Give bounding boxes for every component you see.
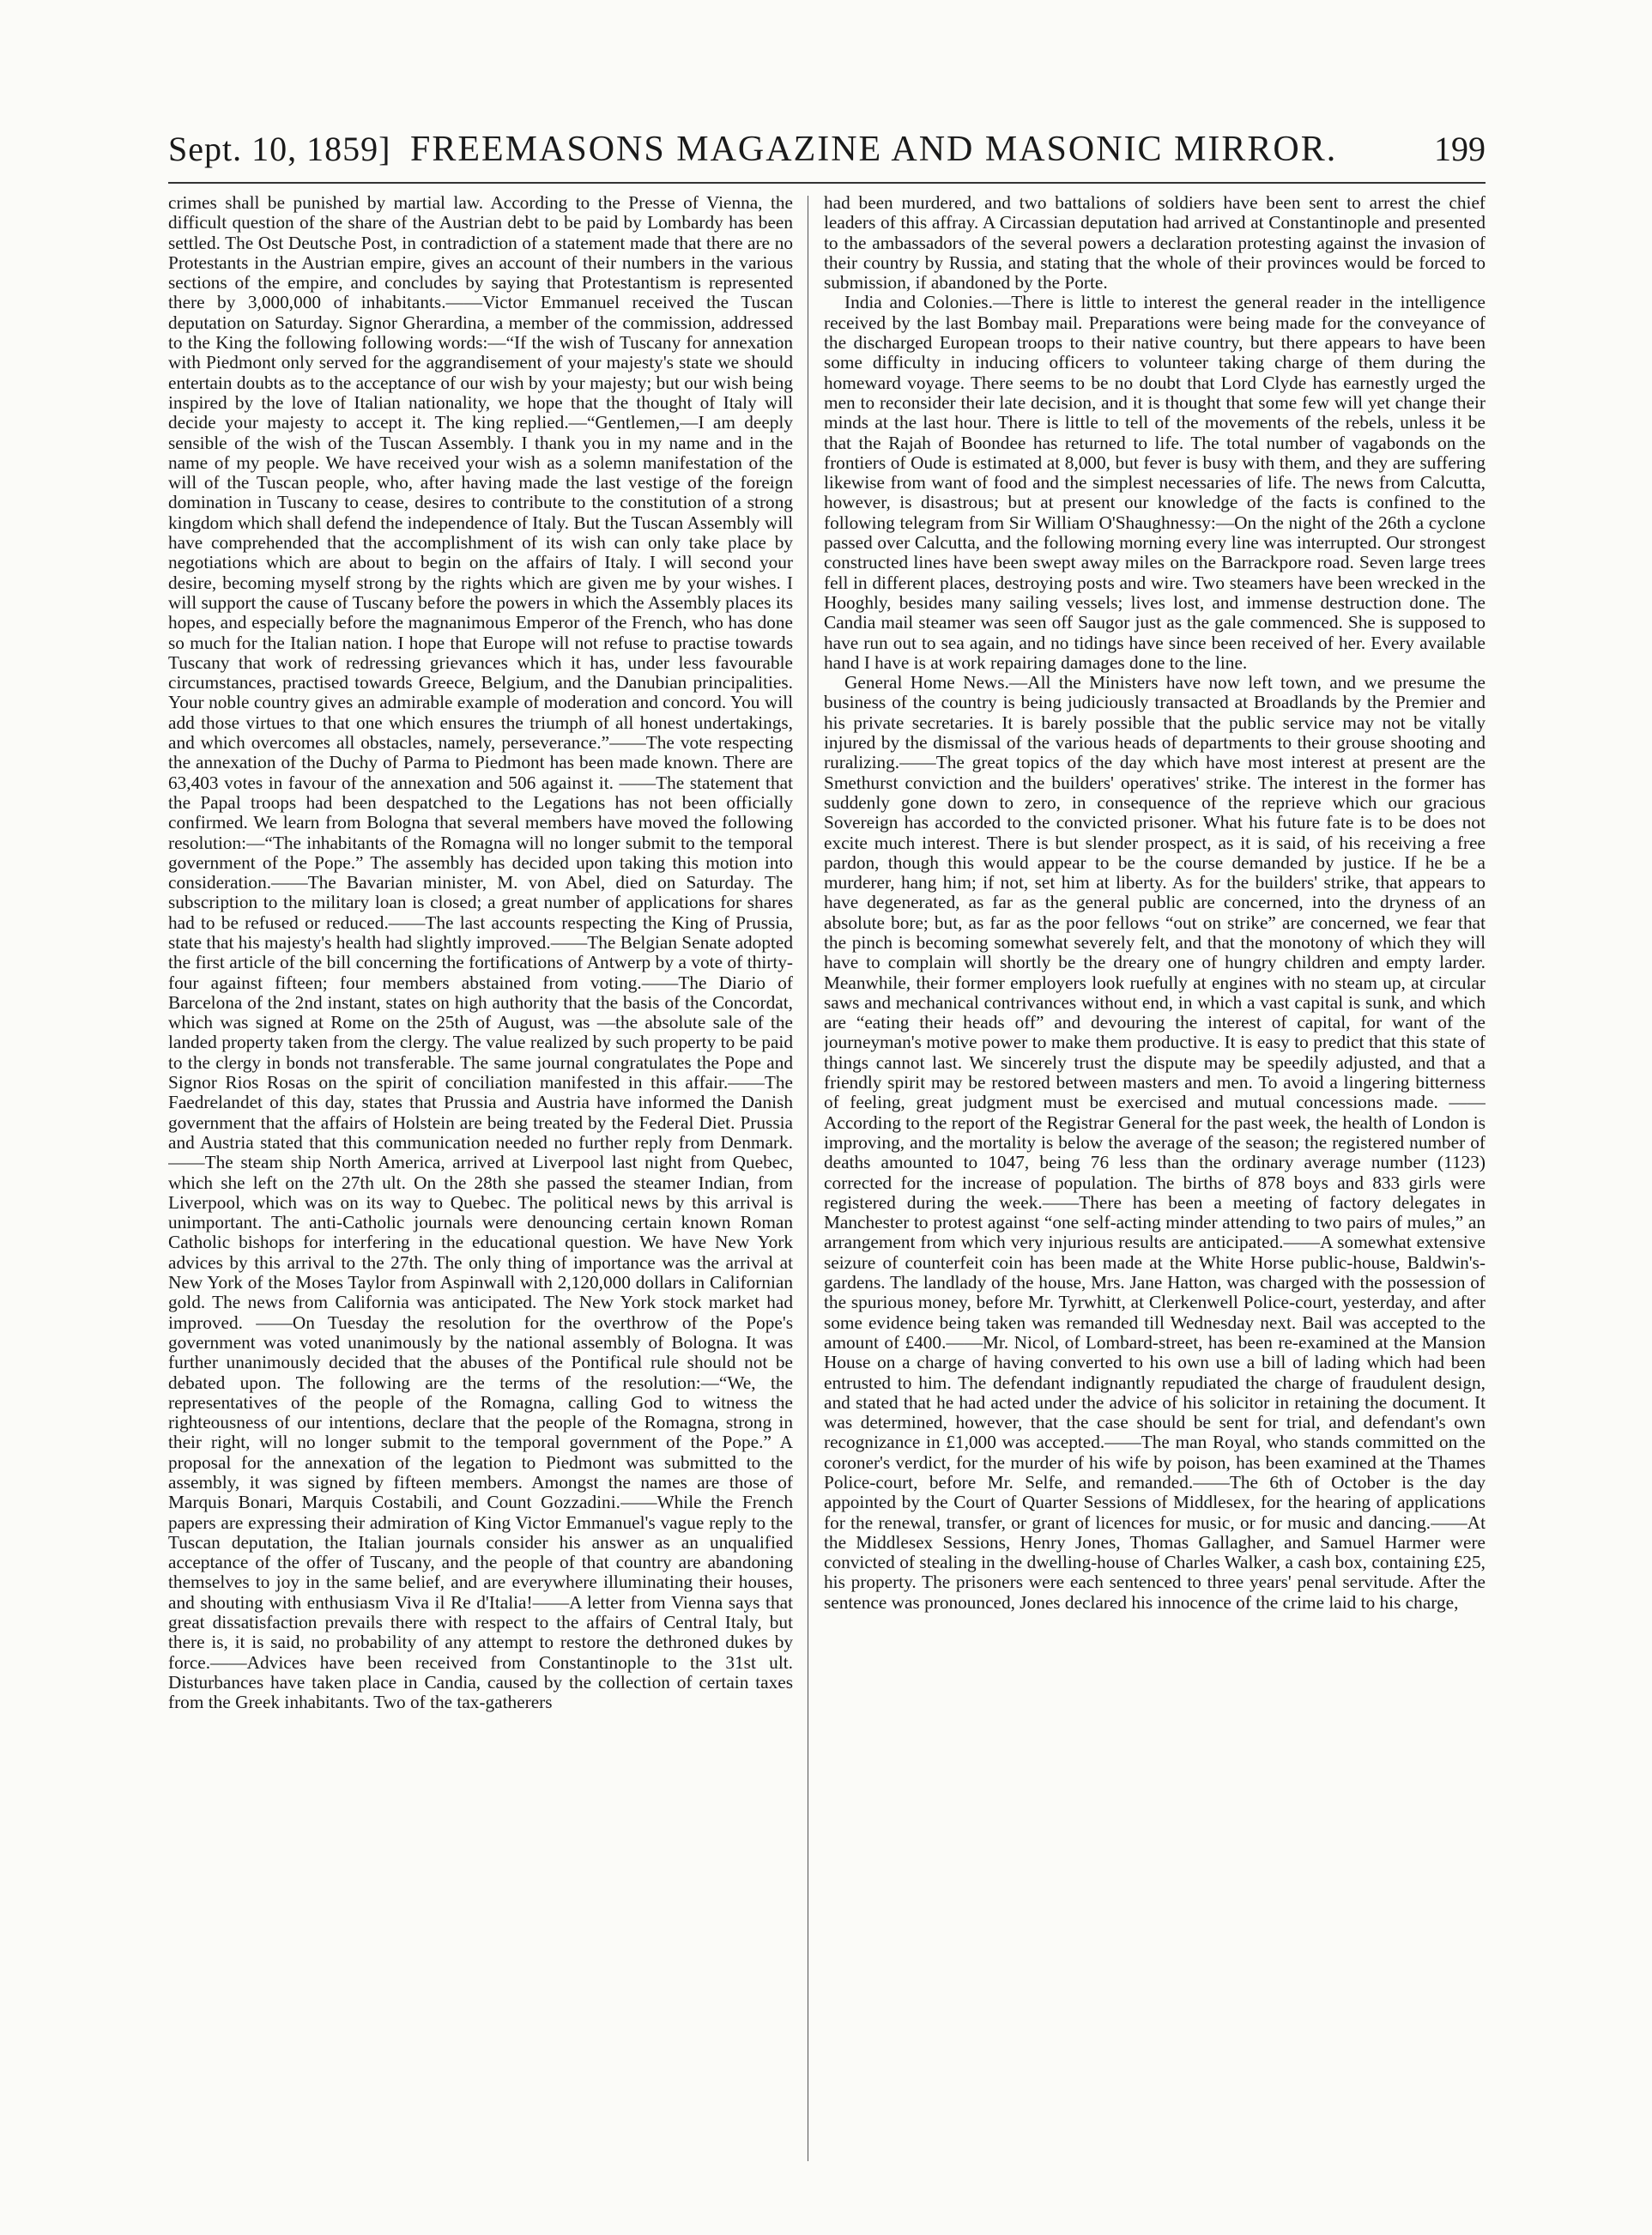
general-home-news-paragraph: General Home News.—All the Ministers have now left town, and we presume the business of the country is being judiciously transacted at Broadlands by the Premier and his private secretaries. It is barely possible that the public service may not be vitally injured by the dismissal of the various heads of departments to their grouse shooting and ruralizing.——The great topics of the day which have most interest at present are the Smethurst conviction and the builders' operatives' strike. The interest in the former has suddenly gone down to zero, in consequence of the reprieve which our gracious Sovereign has accorded to the convicted prisoner. What his future fate is to be does not excite much interest. There is but slender prospect, as it is said, of his receiving a free pardon, though this would appear to be the course demanded by justice. If he be a murderer, hang him; if not, set him at liberty. As for the builders' strike, that appears to have degenerated, as far as the general public are concerned, into the dryness of an absolute bore; but, as far as the poor fellows “out on strike” are concerned, we fear that the pinch is becoming somewhat severely felt, and that the monotony of which they will have to complain will shortly be the dreary one of hungry children and empty larder. Meanwhile, their former employers look ruefully at engines with no steam up, at circular saws and mechanical contrivances without end, in which a vast capital is sunk, and which are “eating their heads off” and devouring the interest of capital, for want of the journeyman's motive power to make them productive. It is easy to predict that this state of things cannot last. We sincerely trust the dispute may be speedily adjusted, and that a friendly spirit may be restored between masters and men. To avoid a lingering bitterness of feeling, great judgment must be exercised and mutual concessions made. ——According to the report of the Registrar General for the past week, the health of London is improving, and the mortality is below the average of the season; the registered number of deaths amounted to 1047, being 76 less than the ordinary average number (1123) corrected for the increase of population. The births of 878 boys and 833 girls were registered during the week.——There has been a meeting of factory delegates in Manchester to protest against “one self-acting minder attending to two pairs of mules,” an arrangement from which very injurious results are anticipated.——A somewhat extensive seizure of counterfeit coin has been made at the White Horse public-house, Baldwin's-gardens. The landlady of the house, Mrs. Jane Hatton, was charged with the possession of the spurious money, before Mr. Tyrwhitt, at Clerkenwell Police-court, yesterday, and after some evidence being taken was remanded till Wednesday next. Bail was accepted to the amount of £400.——Mr. Nicol, of Lombard-street, has been re-examined at the Mansion House on a charge of having converted to his own use a bill of lading which had been entrusted to him. The defendant indignantly repudiated the charge of fraudulent design, and stated that he had acted under the advice of his solicitor in retaining the document. It was determined, however, that the case should be sent for trial, and defendant's own recognizance in £1,000 was accepted.——The man Royal, who stands committed on the coroner's verdict, for the murder of his wife by poison, has been examined at the Thames Police-court, before Mr. Selfe, and remanded.——The 6th of October is the day appointed by the Court of Quarter Sessions of Middlesex, for the hearing of applications for the renewal, transfer, or grant of licences for music, or for music and dancing.——At the Middlesex Sessions, Henry Jones, Thomas Gallagher, and Samuel Harmer were convicted of stealing in the dwelling-house of Charles Walker, a cash box, containing £25, his property. The prisoners were each sentenced to three years' penal servitude. After the sentence was pronounced, Jones declared his innocence of the crime laid to his charge, xyxy=(824,672,1486,1613)
masthead-title: FREEMASONS MAGAZINE AND MASONIC MIRROR. xyxy=(410,130,1338,169)
right-column-paragraph: had been murdered, and two battalions of soldiers have been sent to arrest the chief leaders of this affray. A Circassian deputation had arrived at Constantinople and presented to the ambassadors of the several powers a declaration protesting against the invasion of their country by Russia, and stating that the whole of their provinces would be forced to submission, if abandoned by the Porte. xyxy=(824,193,1486,294)
right-column xyxy=(824,193,1486,2163)
left-column xyxy=(168,193,793,2163)
page-header xyxy=(168,129,1486,180)
left-column-paragraph: crimes shall be punished by martial law. According to the Presse of Vienna, the difficult question of the share of the Austrian debt to be paid by Lombardy has been settled. The Ost Deutsche Post, in contradiction of a statement made that there are no Protestants in the Austrian empire, gives an account of their numbers in the various sections of the empire, and concludes by saying that Protestantism is represented there by 3,000,000 of inhabitants.——Victor Emmanuel received the Tuscan deputation on Saturday. Signor Gherardina, a member of the commission, addressed to the King the following following words:—“If the wish of Tuscany for annexation with Piedmont only served for the aggrandisement of your majesty's state we should entertain doubts as to the acceptance of our wish by your majesty; but our wish being inspired by the love of Italian nationality, we hope that the thought of Italy will decide your majesty to accept it. The king replied.—“Gentlemen,—I am deeply sensible of the wish of the Tuscan Assembly. I thank you in my name and in the name of my people. We have received your wish as a solemn manifestation of the will of the Tuscan people, who, after having made the last vestige of the foreign domination in Tuscany to cease, desires to contribute to the constitution of a strong kingdom which shall defend the independence of Italy. But the Tuscan Assembly will have comprehended that the accomplishment of its wish can only take place by negotiations which are about to begin on the affairs of Italy. I will second your desire, becoming myself strong by the rights which are given me by your wishes. I will support the cause of Tuscany before the powers in which the Assembly places its hopes, and especially before the magnanimous Emperor of the French, who has done so much for the Italian nation. I hope that Europe will not refuse to practise towards Tuscany that work of redressing grievances which it has, under less favourable circumstances, practised towards Greece, Belgium, and the Danubian principalities. Your noble country gives an admirable example of moderation and concord. You will add those virtues to that one which ensures the triumph of all honest undertakings, and which overcomes all obstacles, namely, perseverance.”——The vote respecting the annexation of the Duchy of Parma to Piedmont has been made known. There are 63,403 votes in favour of the annexation and 506 against it. ——The statement that the Papal troops had been despatched to the Legations has not been officially confirmed. We learn from Bologna that several members have moved the following resolution:—“The inhabitants of the Romagna will no longer submit to the temporal government of the Pope.” The assembly has decided upon taking this motion into consideration.——The Bavarian minister, M. von Abel, died on Saturday. The subscription to the military loan is closed; a great number of applications for shares had to be refused or reduced.——The last accounts respecting the King of Prussia, state that his majesty's health had slightly improved.——The Belgian Senate adopted the first article of the bill concerning the fortifications of Antwerp by a vote of thirty-four against fifteen; four members abstained from voting.——The Diario of Barcelona of the 2nd instant, states on high authority that the basis of the Concordat, which was signed at Rome on the 25th of August, was —the absolute sale of the landed property taken from the clergy. The value realized by such property to be paid to the clergy in bonds not transferable. The same journal congratulates the Pope and Signor Rios Rosas on the spirit of conciliation manifested in this affair.——The Faedrelandet of this day, states that Prussia and Austria have informed the Danish government that the affairs of Holstein are being treated by the Federal Diet. Prussia and Austria stated that this communication needed no further reply from Denmark.——The steam ship North America, arrived at Liverpool last night from Quebec, which she left on the 27th ult. On the 28th she passed the steamer Indian, from Liverpool, which was on its way to Quebec. The political news by this arrival is unimportant. The anti-Catholic journals were denouncing certain known Roman Catholic bishops for interfering in the educational question. We have New York advices by this arrival to the 27th. The only thing of importance was the arrival at New York of the Moses Taylor from Aspinwall with 2,120,000 dollars in Californian gold. The news from California was anticipated. The New York stock market had improved. ——On Tuesday the resolution for the overthrow of the Pope's government was voted unanimously by the national assembly of Bologna. It was further unanimously decided that the abuses of the Pontifical rule should not be debated upon. The following are the terms of the resolution:—“We, the representatives of the people of the Romagna, calling God to witness the righteousness of our intentions, declare that the people of the Romagna, strong in their right, will no longer submit to the temporal government of the Pope.” A proposal for the annexation of the legation to Piedmont was submitted to the assembly, it was signed by fifteen members. Amongst the names are those of Marquis Bonari, Marquis Costabili, and Count Gozzadini.——While the French papers are expressing their admiration of King Victor Emmanuel's vague reply to the Tuscan deputation, the Italian journals consider his answer as an unqualified acceptance of the offer of Tuscany, and the people of that country are abandoning themselves to joy in the same belief, and are everywhere illuminating their houses, and shouting with enthusiasm Viva il Re d'Italia!——A letter from Vienna says that great dissatisfaction prevails there with respect to the affairs of Central Italy, but there is, it is said, no probability of any attempt to restore the dethroned dukes by force.——Advices have been received from Constantinople to the 31st ult. Disturbances have taken place in Candia, caused by the collection of certain taxes from the Greek inhabitants. Two of the tax-gatherers xyxy=(168,193,793,1713)
issue-date: Sept. 10, 1859] xyxy=(168,130,391,168)
header-rule xyxy=(168,182,1486,184)
india-colonies-paragraph: India and Colonies.—There is little to interest the general reader in the intelligence received by the last Bombay mail. Preparations were being made for the conveyance of the discharged European troops to their native country, but there appears to have been some difficulty in inducing officers to volunteer taking charge of them during the homeward voyage. There seems to be no doubt that Lord Clyde has earnestly urged the men to reconsider their late decision, and it is thought that some few will yet change their minds at the last hour. There is little to tell of the movements of the rebels, unless it be that the Rajah of Boondee has returned to life. The total number of vagabonds on the frontiers of Oude is estimated at 8,000, but fever is busy with them, and they are suffering likewise from want of food and the simplest necessaries of life. The news from Calcutta, however, is disastrous; but at present our knowledge of the facts is confined to the following telegram from Sir William O'Shaughnessy:—On the night of the 26th a cyclone passed over Calcutta, and the following morning every line was interrupted. Our strongest constructed lines have been swept away miles on the Barrackpore road. Seven large trees fell in different places, destroying posts and wire. Two steamers have been wrecked in the Hooghly, besides many sailing vessels; lives lost, and immense destruction done. The Candia mail steamer was seen off Saugor just as the gale commenced. She is supposed to have run out to sea again, and no tidings have since been received of her. Every available hand I have is at work repairing damages done to the line. xyxy=(824,292,1486,673)
page-number: 199 xyxy=(1434,130,1486,168)
